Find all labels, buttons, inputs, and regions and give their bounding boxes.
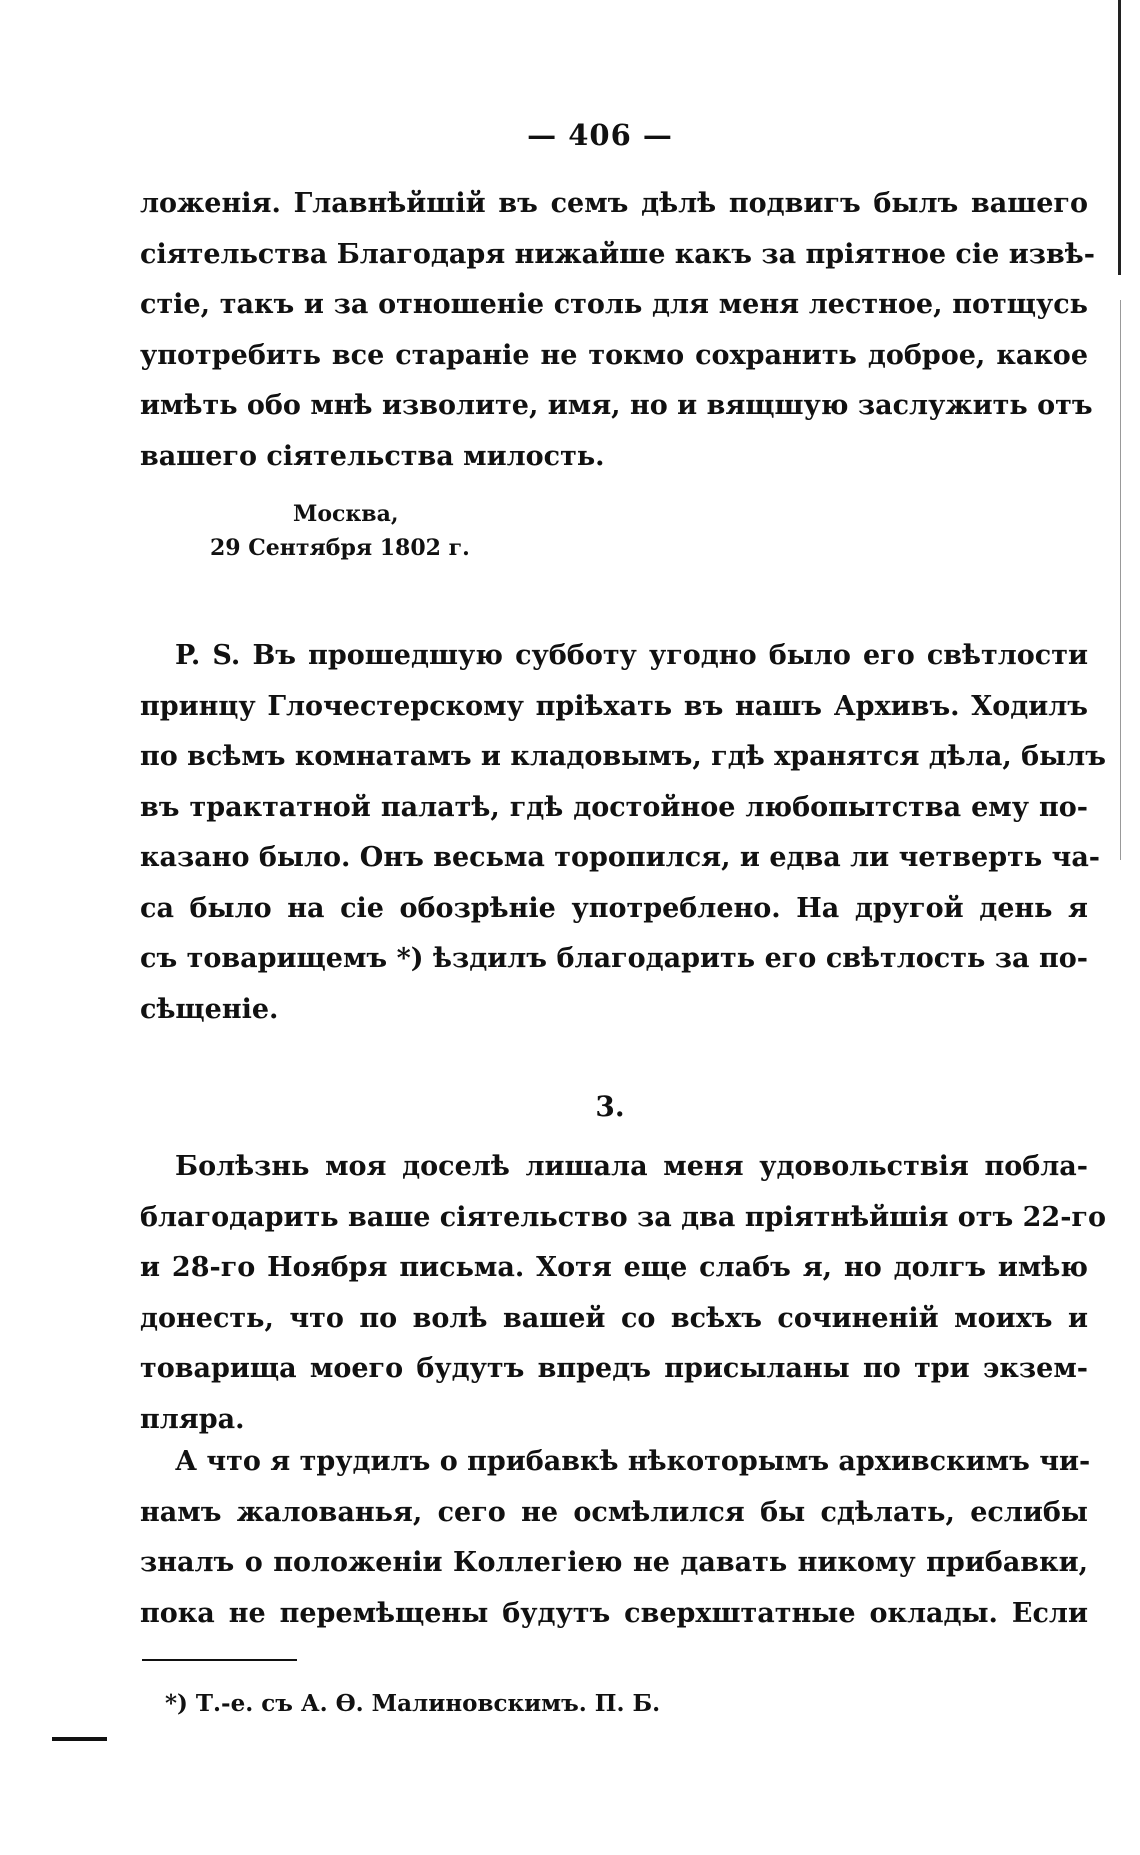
- signoff-place: Москва,: [293, 501, 399, 527]
- text-line: и 28-го Ноября письма. Хотя еще слабъ я, но долгъ имѣю: [140, 1252, 1088, 1283]
- text-line: ложенія. Главнѣйшій въ семъ дѣлѣ подвигъ былъ вашего: [140, 188, 1088, 219]
- text-line: сіятельства Благодаря нижайше какъ за пріятное сіе извѣ-: [140, 238, 1095, 270]
- text-line: въ трактатной палатѣ, гдѣ достойное любопытства ему по-: [140, 791, 1088, 823]
- footnote-rule: [142, 1659, 297, 1661]
- margin-mark: [52, 1737, 107, 1741]
- postscript-paragraph: [140, 631, 1106, 1035]
- section-number: 3.: [595, 1090, 625, 1123]
- text-line: стіе, такъ и за отношеніе столь для меня лестное, потщусь: [140, 289, 1088, 320]
- page-number: — 406 —: [527, 118, 673, 152]
- text-line: благодарить ваше сіятельство за два пріятнѣйшія отъ 22-го: [140, 1201, 1106, 1233]
- text-line: са было на сіе обозрѣніе употреблено. На другой день я: [140, 892, 1088, 924]
- text-line: по всѣмъ комнатамъ и кладовымъ, гдѣ хранятся дѣла, былъ: [140, 741, 1106, 772]
- text-line: сѣщеніе.: [140, 993, 279, 1025]
- paragraph-continued: [140, 179, 1095, 482]
- letter-paragraph: [140, 1437, 1091, 1639]
- text-line: донесть, что по волѣ вашей со всѣхъ сочиненій моихъ и: [140, 1302, 1088, 1334]
- footnote: *) Т.-е. съ А. Ѳ. Малиновскимъ. П. Б.: [165, 1690, 661, 1717]
- text-line: имѣть обо мнѣ изволите, имя, но и вящшую заслужить отъ: [140, 390, 1093, 421]
- text-line: принцу Глочестерскому пріѣхать въ нашъ Архивъ. Ходилъ: [140, 690, 1088, 722]
- letter-paragraph: [140, 1142, 1106, 1445]
- page-edge-line-faint: [1120, 300, 1121, 860]
- text-line: P. S. Въ прошедшую субботу угодно было его свѣтлости: [175, 640, 1088, 671]
- text-line: А что я трудилъ о прибавкѣ нѣкоторымъ архивскимъ чи-: [175, 1446, 1091, 1477]
- text-line: намъ жалованья, сего не осмѣлился бы сдѣлать, еслибы: [140, 1496, 1088, 1528]
- signoff-date: 29 Сентября 1802 г.: [210, 535, 470, 561]
- text-line: съ товарищемъ *) ѣздилъ благодарить его свѣтлость за по-: [140, 943, 1088, 974]
- text-line: употребить все стараніе не токмо сохранить доброе, какое: [140, 339, 1088, 371]
- text-line: пляра.: [140, 1403, 245, 1435]
- text-line: вашего сіятельства милость.: [140, 440, 605, 472]
- text-line: пока не перемѣщены будутъ сверхштатные оклады. Если: [140, 1597, 1088, 1629]
- letter-signoff: [210, 497, 470, 565]
- text-line: Болѣзнь моя доселѣ лишала меня удовольствія побла-: [175, 1151, 1088, 1182]
- text-line: товарища моего будутъ впредъ присыланы по три экзем-: [140, 1353, 1088, 1384]
- text-line: зналъ о положеніи Коллегіею не давать никому прибавки,: [140, 1547, 1088, 1578]
- text-line: казано было. Онъ весьма торопился, и едва ли четверть ча-: [140, 842, 1101, 873]
